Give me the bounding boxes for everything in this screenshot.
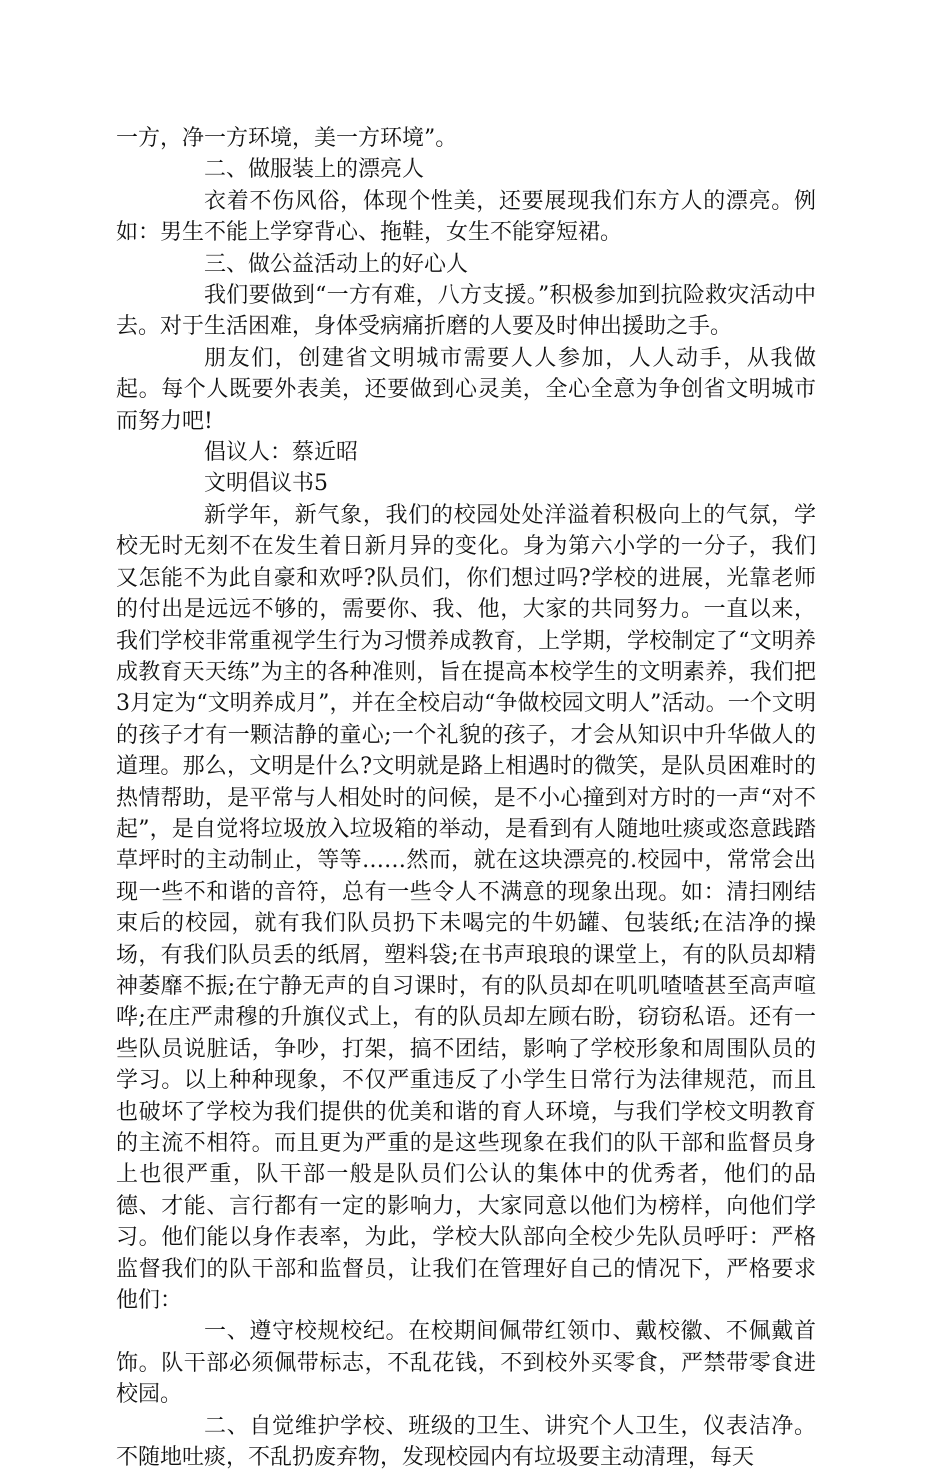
paragraph-3: 衣着不伤风俗，体现个性美，还要展现我们东方人的漂亮。例如：男生不能上学穿背心、拖鞋，女生不能穿短裙。 xyxy=(116,188,816,246)
paragraph-11: 二、自觉维护学校、班级的卫生、讲究个人卫生，仪表洁净。不随地吐痰，不乱扔废弃物，发现校园内有垃圾要主动清理，每天 xyxy=(116,1413,816,1471)
document-body xyxy=(116,123,816,1473)
signature-line: 倡议人：蔡近昭 xyxy=(204,440,359,466)
paragraph-10: 一、遵守校规校纪。在校期间佩带红领巾、戴校徽、不佩戴首饰。队干部必须佩带标志，不乱花钱，不到校外买零食，严禁带零食进校园。 xyxy=(116,1319,816,1408)
paragraph-9: 新学年，新气象，我们的校园处处洋溢着积极向上的气氛，学校无时无刻不在发生着日新月异的变化。身为第六小学的一分子，我们又怎能不为此自豪和欢呼?队员们，你们想过吗?学校的进展，光靠老师的付出是远远不够的，需要你、我、他，大家的共同努力。一直以来，我们学校非常重视学生行为习惯养成教育，上学期，学校制定了“文明养成教育天天练”为主的各种准则，旨在提高本校学生的文明素养，我们把3月定为“文明养成月”，并在全校启动“争做校园文明人”活动。一个文明的孩子才有一颗洁静的童心;一个礼貌的孩子，才会从知识中升华做人的道理。那么，文明是什么?文明就是路上相遇时的微笑，是队员困难时的热情帮助，是平常与人相处时的问候，是不小心撞到对方时的一声“对不起”，是自觉将垃圾放入垃圾箱的举动，是看到有人随地吐痰或恣意践踏草坪时的主动制止，等等……然而，就在这块漂亮的.校园中，常常会出现一些不和谐的音符，总有一些令人不满意的现象出现。如：清扫刚结束后的校园，就有我们队员扔下未喝完的牛奶罐、包装纸;在洁净的操场，有我们队员丢的纸屑，塑料袋;在书声琅琅的课堂上，有的队员却精神萎靡不振;在宁静无声的自习课时，有的队员却在叽叽喳喳甚至高声喧哗;在庄严肃穆的升旗仪式上，有的队员却左顾右盼，窃窃私语。还有一些队员说脏话，争吵，打架，搞不团结，影响了学校形象和周围队员的学习。以上种种现象，不仅严重违反了小学生日常行为法律规范，而且也破坏了学校为我们提供的优美和谐的育人环境，与我们学校文明教育的主流不相符。而且更为严重的是这些现象在我们的队干部和监督员身上也很严重，队干部一般是队员们公认的集体中的优秀者，他们的品德、才能、言行都有一定的影响力，大家同意以他们为榜样，向他们学习。他们能以身作表率，为此，学校大队部向全校少先队员呼吁：严格监督我们的队干部和监督员，让我们在管理好自己的情况下，严格要求他们： xyxy=(116,502,816,1314)
document-title: 文明倡议书5 xyxy=(204,471,328,497)
paragraph-5: 我们要做到“一方有难，八方支援。”积极参加到抗险救灾活动中去。对于生活困难，身体受病痛折磨的人要及时伸出援助之手。 xyxy=(116,283,816,340)
paragraph-6: 朋友们，创建省文明城市需要人人参加，人人动手，从我做起。每个人既要外表美，还要做到心灵美，全心全意为争创省文明城市而努力吧! xyxy=(116,345,816,434)
section-heading-3: 三、做公益活动上的好心人 xyxy=(204,251,469,277)
paragraph-1: 一方，净一方环境，美一方环境”。 xyxy=(116,126,458,151)
section-heading-2: 二、做服装上的漂亮人 xyxy=(204,157,425,183)
